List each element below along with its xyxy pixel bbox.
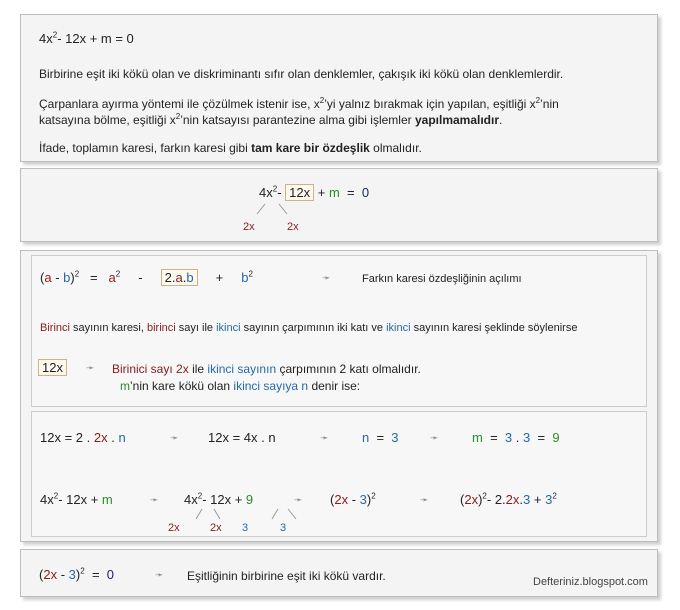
- brand-domain: .blogspot.com: [579, 576, 648, 588]
- f-eq: =: [90, 270, 98, 285]
- conclusion-equation: [39, 567, 114, 582]
- brand-name: Defteriniz: [533, 576, 580, 588]
- calc-label-3b: 3: [280, 522, 287, 534]
- s-t1: sayının karesi,: [73, 322, 144, 334]
- split-label-2x-right: 2x: [287, 221, 299, 233]
- p4-close: ): [75, 567, 81, 582]
- p4-2x: 2x: [43, 567, 58, 582]
- intro-equation: [39, 31, 134, 46]
- c4-3a: 3: [504, 430, 513, 445]
- split-equation: [259, 185, 369, 200]
- b-l2-ikinci: ikinci sayıya n: [233, 379, 309, 393]
- c4-eq: =: [490, 430, 498, 445]
- calc-row2-step-4: [460, 492, 557, 507]
- r2-exp: 2: [197, 491, 203, 501]
- c1-n: n: [118, 430, 126, 445]
- r4-2x2: 2x: [505, 492, 520, 507]
- arrow-icon: ➛: [155, 570, 164, 581]
- intro-panel: [20, 14, 658, 162]
- p4-3: 3: [68, 567, 76, 582]
- b-l1-ikinci: ikinci sayının: [207, 362, 277, 376]
- site-brand: [533, 576, 648, 588]
- line4-bold: tam kare bir özdeşlik: [251, 141, 370, 155]
- split-label-2x-left: 2x: [243, 221, 255, 233]
- intro-line-1: Birbirine eşit iki kökü olan ve diskriminantı sıfır olan denklemler, çakışık iki kökü olan denklemlerdir.: [39, 67, 564, 81]
- arrow-icon: ➛: [86, 363, 95, 374]
- intro-line-3: [39, 113, 502, 127]
- line3-end: .: [499, 113, 503, 127]
- line2-part-b: ’yi yalnız bırakmak için yapılan, eşitliği x: [324, 97, 536, 111]
- f-ab-a: a: [175, 270, 183, 285]
- f-close: ): [70, 270, 75, 285]
- f-ab-b: b: [186, 270, 194, 285]
- r4-2x: 2x: [464, 492, 479, 507]
- s-ikinci-2: ikinci: [386, 322, 411, 334]
- equation-split-panel: [20, 168, 658, 242]
- eq-rest: - 12x + m = 0: [57, 31, 134, 46]
- arrow-icon: ➛: [322, 273, 331, 284]
- s-t3: sayının çarpımının iki katı ve: [243, 322, 384, 334]
- line3-exp: 2: [175, 112, 181, 121]
- c4-dot: .: [515, 430, 520, 445]
- r2-a: 4x: [184, 492, 198, 507]
- term-12x-box: 12x: [38, 359, 67, 376]
- r2-9: 9: [245, 492, 254, 507]
- identity-sentence: [40, 322, 577, 334]
- r3-close: ): [366, 492, 372, 507]
- r4-exp-b: 2: [552, 491, 557, 501]
- split-zero: 0: [361, 185, 370, 200]
- c1-dot: .: [111, 430, 115, 445]
- f-a-exp: 2: [115, 269, 121, 279]
- c1-left: 12x = 2 .: [40, 430, 91, 445]
- f-b: b: [63, 270, 71, 285]
- line2-part-c: ’nin: [540, 97, 559, 111]
- b-l1-end: çarpımının 2 katı olmalıdır.: [279, 362, 421, 376]
- p4-eq: =: [91, 567, 100, 582]
- calc-step-3: [362, 430, 399, 445]
- calc-label-2x-a: 2x: [168, 522, 180, 534]
- block-line-2: [120, 379, 360, 393]
- s-birinci-2: birinci: [147, 322, 176, 334]
- conclusion-text: Eşitliğinin birbirine eşit iki kökü vardır.: [187, 569, 386, 583]
- line3-bold: yapılmamalıdır: [414, 113, 500, 127]
- p4-open: (: [39, 567, 44, 582]
- split-plus: +: [317, 185, 326, 200]
- s-t2: sayı ile: [178, 322, 214, 334]
- b-l2-a: ’nin kare kökü olan: [130, 379, 231, 393]
- calc-label-3a: 3: [242, 522, 249, 534]
- b-l1-2x: 2x: [176, 362, 189, 376]
- line4-part-b: olmalıdır.: [373, 141, 422, 155]
- calculation-box: [31, 411, 647, 537]
- split-4x: 4x: [259, 185, 273, 200]
- r1-a: 4x: [40, 492, 54, 507]
- split-arrow-right: [279, 204, 287, 214]
- calc-label-2x-b: 2x: [210, 522, 222, 534]
- identity-panel: [20, 250, 658, 542]
- calc-arrow-2: [214, 509, 220, 519]
- r4-3: 3: [523, 492, 531, 507]
- c4-9: 9: [552, 430, 560, 445]
- f-exp: 2: [74, 269, 80, 279]
- c4-3b: 3: [523, 430, 531, 445]
- arrow-icon: ➛: [320, 433, 329, 444]
- s-t4: sayının karesi şeklinde söylenirse: [413, 322, 578, 334]
- c4-m: m: [472, 430, 483, 445]
- formula-note: Farkın karesi özdeşliğinin açılımı: [362, 273, 522, 285]
- f-a-squared: a: [108, 270, 116, 285]
- f-minus: -: [55, 270, 60, 285]
- r4-plus: +: [533, 492, 542, 507]
- r3-3: 3: [359, 492, 367, 507]
- arrow-icon: ➛: [420, 495, 429, 506]
- r3-exp: 2: [371, 491, 376, 501]
- r1-exp: 2: [53, 491, 59, 501]
- p4-zero: 0: [106, 567, 114, 582]
- arrow-icon: ➛: [170, 433, 179, 444]
- r1-m: m: [101, 492, 113, 507]
- identity-inner-box: [31, 255, 647, 407]
- r3-minus: -: [351, 492, 357, 507]
- c3-eq: =: [376, 430, 385, 445]
- b-l2-m: m: [120, 379, 130, 393]
- f-open: (: [40, 270, 45, 285]
- f-2ab-box: [161, 269, 198, 286]
- f-dot: .: [182, 270, 187, 285]
- calc-step-1: [40, 430, 126, 445]
- line4-part-a: İfade, toplamın karesi, farkın karesi gibi: [39, 141, 248, 155]
- c3-3: 3: [391, 430, 399, 445]
- r3-open: (: [330, 492, 335, 507]
- r4-close: ): [478, 492, 483, 507]
- r2-b: - 12x +: [202, 492, 243, 507]
- r4-exp-a: 2: [482, 491, 487, 501]
- arrow-icon: ➛: [430, 433, 439, 444]
- r4-mid: - 2.: [486, 492, 506, 507]
- line2-exp-2: 2: [535, 96, 541, 105]
- f-b-squared: b: [241, 270, 249, 285]
- r4-open: (: [460, 492, 465, 507]
- f-a: a: [44, 270, 52, 285]
- block-line-1: [112, 362, 421, 376]
- line3-part-a: katsayına bölme, eşitliği x: [39, 113, 176, 127]
- calc-row2-step-1: [40, 492, 113, 507]
- r4-dot: .: [519, 492, 524, 507]
- p4-minus: -: [60, 567, 66, 582]
- line2-exp-1: 2: [319, 96, 325, 105]
- split-m: m: [328, 185, 340, 200]
- difference-square-formula: [40, 270, 253, 285]
- split-arrow-left: [257, 204, 265, 214]
- calc-arrow-4: [288, 509, 296, 519]
- calc-step-2: 12x = 4x . n: [208, 430, 276, 445]
- p4-exp: 2: [80, 566, 85, 576]
- line3-part-b: ’nin katsayısı parantezine alma gibi işlemler: [180, 113, 412, 127]
- f-minus-2: -: [138, 270, 143, 285]
- r1-b: - 12x +: [58, 492, 99, 507]
- intro-line-2: [39, 97, 559, 111]
- f-two: 2.: [164, 270, 176, 285]
- c3-n: n: [362, 430, 370, 445]
- calc-step-4: [472, 430, 560, 445]
- term-12x-box-wrap: [38, 360, 67, 375]
- intro-line-4: [39, 141, 422, 155]
- f-b-exp: 2: [248, 269, 253, 279]
- eq-term-4x: 4x: [39, 31, 53, 46]
- arrow-icon: ➛: [150, 495, 159, 506]
- calc-arrow-1: [196, 509, 202, 519]
- split-eq: =: [347, 185, 355, 200]
- c4-eq2: =: [537, 430, 546, 445]
- b-l1-a: Birinici sayı: [112, 362, 173, 376]
- split-12x-box: 12x: [285, 184, 314, 201]
- arrow-icon: ➛: [294, 495, 303, 506]
- split-minus: -: [277, 185, 282, 200]
- r4-3b: 3: [545, 492, 553, 507]
- f-plus: +: [215, 270, 224, 285]
- b-l1-ile: ile: [192, 362, 205, 376]
- s-ikinci: ikinci: [216, 322, 241, 334]
- r3-2x: 2x: [334, 492, 349, 507]
- calc-row2-step-3: [330, 492, 376, 507]
- s-birinci: Birinci: [40, 322, 70, 334]
- c1-2x: 2x: [93, 430, 108, 445]
- split-arrows: [241, 201, 321, 221]
- eq-exponent: 2: [52, 30, 58, 40]
- calc-arrow-3: [272, 509, 278, 519]
- line2-part-a: Çarpanlara ayırma yöntemi ile çözülmek istenir ise, x: [39, 97, 320, 111]
- conclusion-panel: [20, 549, 658, 597]
- split-exp: 2: [272, 184, 278, 194]
- b-l2-end: denir ise:: [311, 379, 361, 393]
- calc-row2-step-2: [184, 492, 253, 507]
